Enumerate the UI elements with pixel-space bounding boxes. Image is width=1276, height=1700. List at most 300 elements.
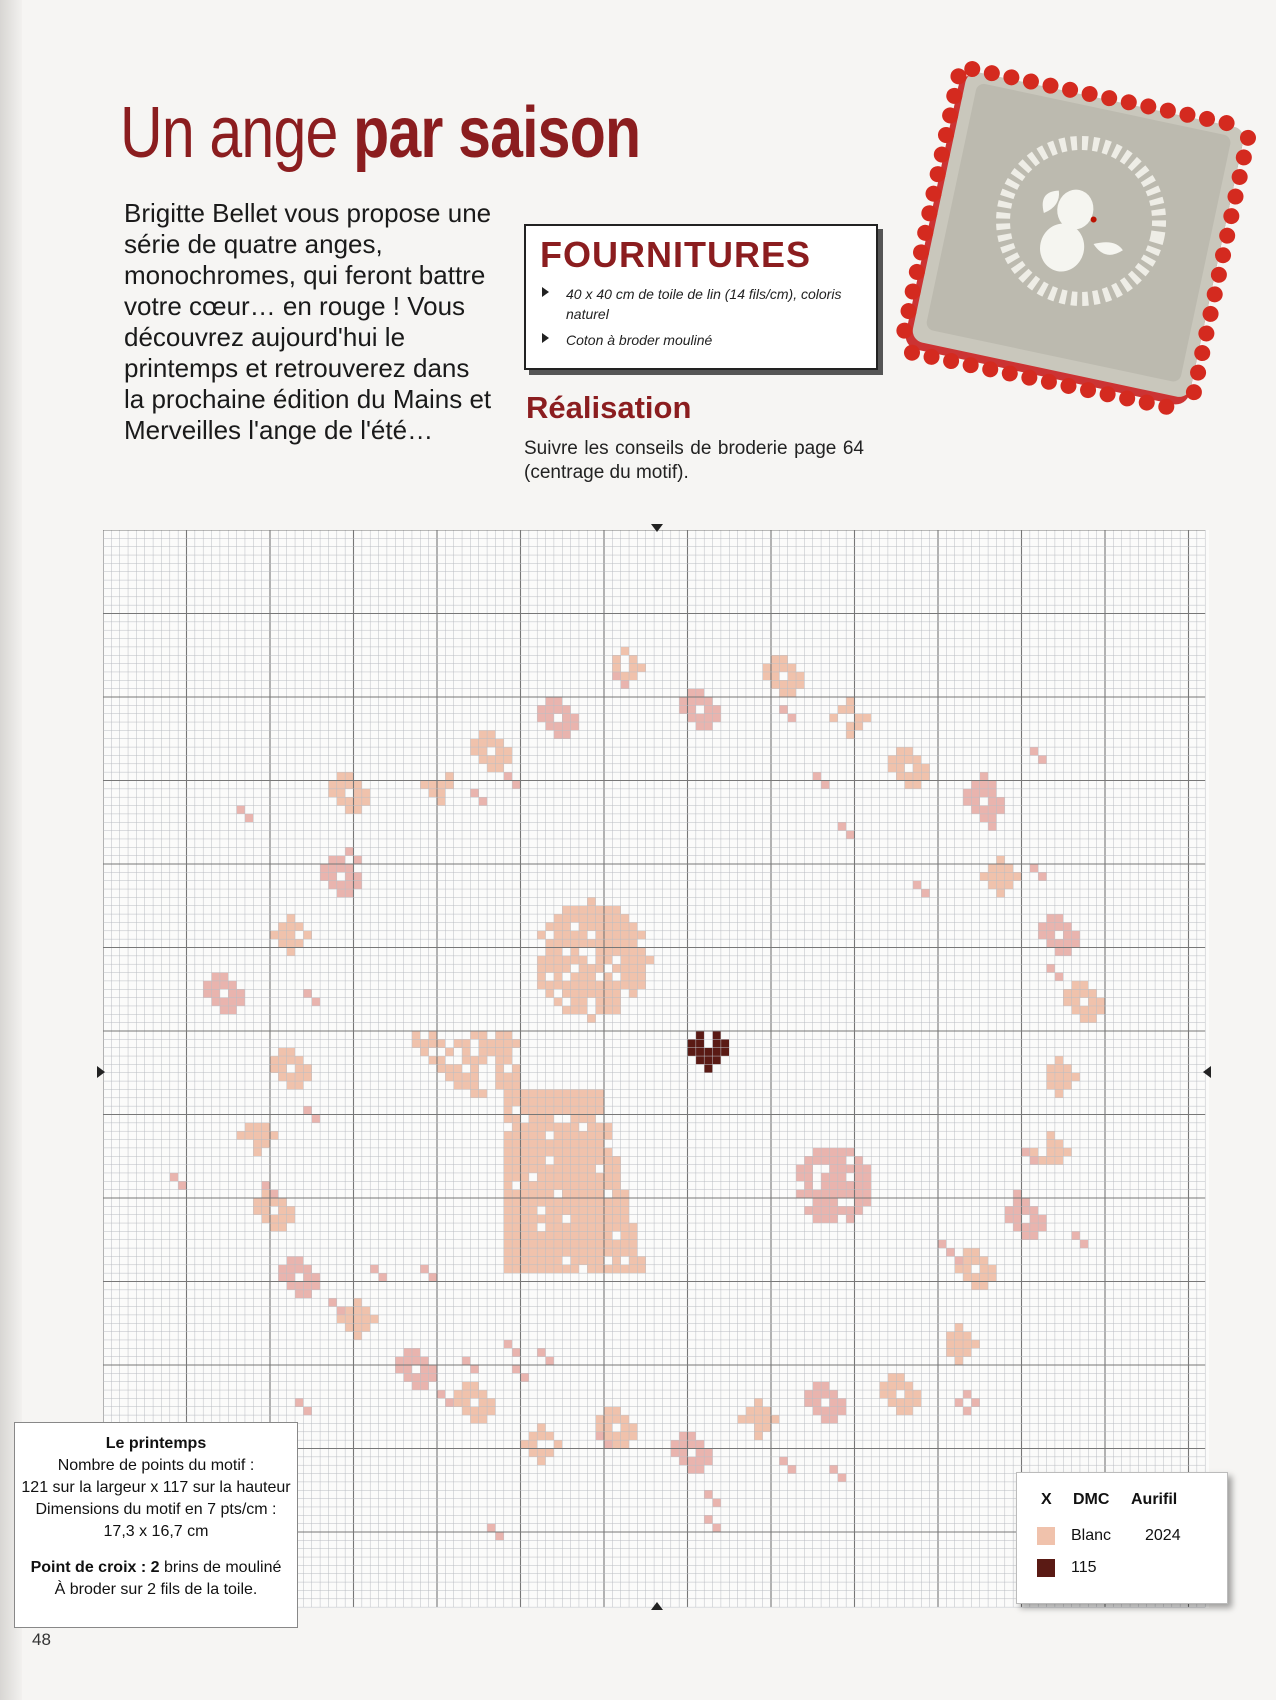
stitch [537,1140,545,1148]
stitch [587,906,595,914]
stitch [971,789,979,797]
stitch [612,939,620,947]
stitch [546,705,554,713]
stitch [980,772,988,780]
stitch [529,1240,537,1248]
stitch [905,755,913,763]
stitch [512,1240,520,1248]
stitch [320,864,328,872]
stitch [946,1340,954,1348]
stitch [253,1123,261,1131]
stitch [704,722,712,730]
stitch [621,1432,629,1440]
stitch [1038,872,1046,880]
stitch [813,1206,821,1214]
heart-stitch [704,1064,712,1072]
stitch [579,906,587,914]
stitch [587,1223,595,1231]
stitch [1005,872,1013,880]
stitch [779,705,787,713]
stitch [537,1265,545,1273]
stitch [445,772,453,780]
stitch [537,1248,545,1256]
stitch [596,1223,604,1231]
stitch [554,1148,562,1156]
stitch [671,1440,679,1448]
stitch [813,1190,821,1198]
stitch [838,1474,846,1482]
stitch [1055,1064,1063,1072]
stitch [1047,1156,1055,1164]
stitch [1088,989,1096,997]
stitch [1022,1231,1030,1239]
stitch [562,914,570,922]
stitch [579,1106,587,1114]
stitch [621,1240,629,1248]
info-line: À broder sur 2 fils de la toile. [54,1581,258,1598]
stitch [445,1048,453,1056]
stitch [529,1089,537,1097]
heart-stitch [721,1039,729,1047]
stitch [579,1098,587,1106]
stitch [429,1031,437,1039]
stitch [554,964,562,972]
stitch [521,1198,529,1206]
stitch [504,1240,512,1248]
stitch [554,1248,562,1256]
stitch [596,1106,604,1114]
stitch [328,872,336,880]
stitch [521,1190,529,1198]
stitch [612,655,620,663]
stitch [579,956,587,964]
stitch [554,1173,562,1181]
stitch [529,1198,537,1206]
stitch [679,705,687,713]
stitch [529,1156,537,1164]
stitch [537,1181,545,1189]
stitch [955,1357,963,1365]
stitch [345,806,353,814]
stitch [946,1348,954,1356]
stitch [688,689,696,697]
heart-stitch [688,1048,696,1056]
stitch [996,797,1004,805]
stitch [779,664,787,672]
stitch [303,1106,311,1114]
stitch [963,1340,971,1348]
stitch [529,1432,537,1440]
stitch [604,1181,612,1189]
stitch [946,1248,954,1256]
stitch [295,922,303,930]
color-legend [1016,1472,1228,1604]
stitch [1055,914,1063,922]
stitch [621,1423,629,1431]
stitch [303,1273,311,1281]
stitch [1047,1131,1055,1139]
stitch [980,1273,988,1281]
stitch [838,1407,846,1415]
stitch [354,1298,362,1306]
stitch [788,664,796,672]
stitch [888,755,896,763]
stitch [512,1231,520,1239]
stitch [537,1089,545,1097]
stitch [546,1165,554,1173]
stitch [554,1256,562,1264]
stitch [529,1215,537,1223]
stitch [462,1056,470,1064]
stitch [612,1265,620,1273]
stitch [320,872,328,880]
stitch [587,1173,595,1181]
stitch [696,1440,704,1448]
stitch [546,1148,554,1156]
stitch [546,1106,554,1114]
stitch [521,1089,529,1097]
stitch [437,1064,445,1072]
stitch [354,781,362,789]
stitch [554,931,562,939]
stitch [554,1223,562,1231]
stitch [771,672,779,680]
stitch [829,1156,837,1164]
stitch [345,781,353,789]
stitch [454,1073,462,1081]
stitch [688,705,696,713]
stitch [821,1390,829,1398]
stitch [529,1248,537,1256]
stitch [629,1265,637,1273]
stitch [504,1131,512,1139]
stitch [604,1206,612,1214]
stitch [278,939,286,947]
stitch [437,1039,445,1047]
stitch [996,856,1004,864]
stitch [821,1407,829,1415]
stitch [587,897,595,905]
stitch [846,1215,854,1223]
stitch [587,1165,595,1173]
stitch [487,739,495,747]
stitch [1055,1148,1063,1156]
stitch [571,1256,579,1264]
supplies-heading: FOURNITURES [540,234,811,275]
stitch [604,906,612,914]
stitch [763,672,771,680]
stitch [571,981,579,989]
stitch [354,881,362,889]
stitch [554,956,562,964]
stitch [637,956,645,964]
stitch [529,1106,537,1114]
stitch [1072,998,1080,1006]
stitch [470,1031,478,1039]
stitch [362,1323,370,1331]
stitch [796,1173,804,1181]
stitch [1038,1156,1046,1164]
stitch [754,1432,762,1440]
stitch [529,1223,537,1231]
stitch [512,1223,520,1231]
stitch [963,1332,971,1340]
stitch [521,1231,529,1239]
stitch [1063,998,1071,1006]
legend-header-x: X [1041,1491,1052,1508]
stitch [546,989,554,997]
stitch [529,1165,537,1173]
stitch [896,1382,904,1390]
stitch [571,1198,579,1206]
stitch [571,1123,579,1131]
stitch [278,1206,286,1214]
stitch [437,1056,445,1064]
stitch [971,1273,979,1281]
stitch [420,781,428,789]
stitch [337,864,345,872]
stitch [571,1181,579,1189]
stitch [345,847,353,855]
stitch [504,1056,512,1064]
stitch [537,956,545,964]
stitch [529,1206,537,1214]
stitch [479,730,487,738]
stitch [253,1198,261,1206]
stitch [621,1223,629,1231]
stitch [1005,1206,1013,1214]
stitch [245,814,253,822]
stitch [328,881,336,889]
stitch [495,764,503,772]
stitch [537,1165,545,1173]
stitch [562,1156,570,1164]
stitch [337,1307,345,1315]
realisation-heading: Réalisation [526,390,692,425]
stitch [846,1190,854,1198]
stitch [1047,1073,1055,1081]
stitch [562,989,570,997]
stitch [412,1031,420,1039]
stitch [1055,1156,1063,1164]
stitch [562,1148,570,1156]
stitch [303,1265,311,1273]
heart-stitch [696,1048,704,1056]
stitch [604,939,612,947]
realisation-text: Suivre les conseils de broderie page 64 (centrage du motif). [524,438,864,483]
stitch [529,1140,537,1148]
stitch [629,956,637,964]
stitch [963,1256,971,1264]
stitch [571,1265,579,1273]
stitch [537,1098,545,1106]
stitch [838,1156,846,1164]
stitch [462,1407,470,1415]
stitch [621,1440,629,1448]
stitch [587,1248,595,1256]
stitch [278,1064,286,1072]
stitch [554,697,562,705]
stitch [579,1131,587,1139]
stitch [571,1231,579,1239]
stitch [621,973,629,981]
stitch [905,1398,913,1406]
stitch [237,806,245,814]
stitch [612,1006,620,1014]
stitch [955,1323,963,1331]
stitch [629,964,637,972]
stitch [354,806,362,814]
stitch [788,714,796,722]
stitch [855,1165,863,1173]
stitch [395,1365,403,1373]
stitch [537,714,545,722]
stitch [688,1440,696,1448]
stitch [855,722,863,730]
stitch [637,948,645,956]
stitch [988,881,996,889]
stitch [855,714,863,722]
stitch [462,1081,470,1089]
stitch [838,1148,846,1156]
stitch [796,1165,804,1173]
stitch [546,1449,554,1457]
stitch [537,1256,545,1264]
stitch [988,864,996,872]
stitch [529,1115,537,1123]
stitch [504,1098,512,1106]
stitch [495,739,503,747]
stitch [571,1140,579,1148]
stitch [629,1231,637,1239]
stitch [621,680,629,688]
stitch [245,1123,253,1131]
stitch [512,1140,520,1148]
stitch [571,1190,579,1198]
stitch [880,1382,888,1390]
stitch [537,705,545,713]
stitch [771,1415,779,1423]
stitch [479,1089,487,1097]
stitch [521,1223,529,1231]
stitch [855,1181,863,1189]
stitch [1047,1148,1055,1156]
heart-stitch [696,1039,704,1047]
stitch [529,1190,537,1198]
stitch [821,1382,829,1390]
stitch [487,1524,495,1532]
stitch [704,1449,712,1457]
stitch [629,664,637,672]
stitch [270,1198,278,1206]
stitch [596,1123,604,1131]
stitch [337,781,345,789]
stitch [470,1382,478,1390]
stitch [537,1215,545,1223]
stitch [596,1198,604,1206]
stitch [587,1190,595,1198]
stitch [796,1190,804,1198]
stitch [579,1248,587,1256]
stitch [604,956,612,964]
stitch [337,797,345,805]
stitch [688,1432,696,1440]
stitch [537,1131,545,1139]
stitch [504,1048,512,1056]
stitch [829,1198,837,1206]
stitch [596,1215,604,1223]
stitch [504,1081,512,1089]
stitch [462,1039,470,1047]
stitch [1080,1006,1088,1014]
stitch [888,1373,896,1381]
stitch [604,914,612,922]
stitch [571,1215,579,1223]
stitch [1038,1215,1046,1223]
stitch [571,1089,579,1097]
stitch [571,989,579,997]
stitch [512,1131,520,1139]
stitch [612,948,620,956]
stitch [562,722,570,730]
stitch [521,1256,529,1264]
stitch [262,1123,270,1131]
heart-stitch [688,1039,696,1047]
stitch [562,1089,570,1097]
stitch [971,781,979,789]
stitch [1072,1073,1080,1081]
stitch [328,1298,336,1306]
stitch [1063,989,1071,997]
stitch [495,1056,503,1064]
stitch [821,1215,829,1223]
stitch [337,889,345,897]
stitch [303,1064,311,1072]
stitch [420,1373,428,1381]
stitch [938,1240,946,1248]
stitch [212,981,220,989]
stitch [571,1173,579,1181]
stitch [521,1140,529,1148]
stitch [228,1006,236,1014]
stitch [562,1190,570,1198]
stitch [546,1198,554,1206]
stitch [637,981,645,989]
stitch [345,772,353,780]
stitch [546,714,554,722]
stitch [537,1106,545,1114]
stitch [562,1231,570,1239]
stitch [512,1165,520,1173]
stitch [612,664,620,672]
stitch [512,781,520,789]
stitch [988,806,996,814]
stitch [328,864,336,872]
stitch [1088,1014,1096,1022]
stitch [671,1449,679,1457]
stitch [537,1457,545,1465]
stitch [905,1390,913,1398]
stitch [596,1181,604,1189]
stitch [529,1123,537,1131]
stitch [838,1190,846,1198]
stitch [554,948,562,956]
stitch [713,1524,721,1532]
stitch [596,981,604,989]
stitch [1055,948,1063,956]
stitch [546,939,554,947]
stitch [604,1156,612,1164]
